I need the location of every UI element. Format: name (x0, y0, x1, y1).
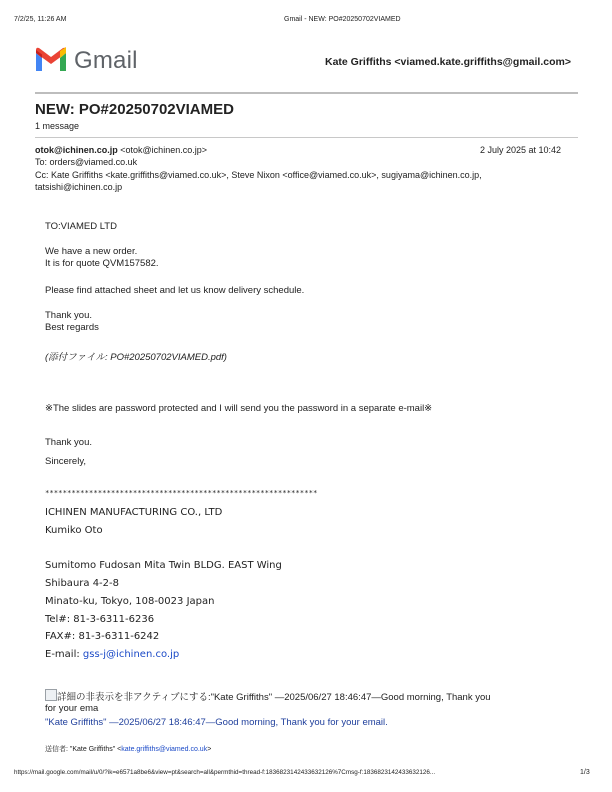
sig-name: Kumiko Oto (45, 525, 103, 536)
account-name: Kate Griffiths <viamed.kate.griffiths@gmail.com> (325, 56, 571, 68)
sig-company: ICHINEN MANUFACTURING CO., LTD (45, 507, 223, 518)
quoted-sender-end: > (207, 746, 212, 753)
broken-image-icon[interactable] (45, 689, 57, 701)
attachment-note: (添付ファイル: PO#20250702VIAMED.pdf) (45, 352, 227, 363)
quoted-sender (45, 744, 211, 754)
body-line: Best regards (45, 322, 99, 333)
body-thanks: Thank you. (45, 437, 92, 448)
cc-line-cont: tatsishi@ichinen.co.jp (35, 182, 123, 192)
print-page-number: 1/3 (580, 769, 590, 776)
sig-email-link[interactable]: gss-j@ichinen.co.jp (82, 649, 180, 660)
sig-address: Shibaura 4-2-8 (45, 578, 119, 589)
sig-fax: FAX#: 81-3-6311-6242 (45, 631, 160, 642)
subject-divider (35, 137, 578, 138)
thread-subject: NEW: PO#20250702VIAMED (35, 101, 234, 118)
quoted-line: "Kate Griffiths" —2025/06/27 18:46:47—Good morning, Thank you for your email. (45, 717, 388, 728)
gmail-logo-text: Gmail (74, 47, 138, 74)
print-url: https://mail.google.com/mail/u/0/?ik=e6571a8be6&view=pt&search=all&permthid=thread-f:1836823142433632126%7Cmsg-f:1836823142433632126... (14, 769, 436, 776)
body-line: Please find attached sheet and let us know delivery schedule. (45, 285, 305, 296)
sig-tel: Tel#: 81-3-6311-6236 (45, 614, 155, 625)
body-to-company: TO:VIAMED LTD (45, 221, 117, 232)
password-notice: ※The slides are password protected and I will send you the password in a separate e-mail※ (45, 403, 433, 414)
sender-address: otok@ichinen.co.jp (35, 145, 118, 155)
sig-email (45, 649, 179, 660)
print-tab-title: Gmail - NEW: PO#20250702VIAMED (284, 16, 401, 23)
cc-line: Cc: Kate Griffiths <kate.griffiths@viamed.co.uk>, Steve Nixon <office@viamed.co.uk>, sugiyama@ichinen.co.jp, (35, 170, 482, 180)
hide-details-image-alt[interactable]: 詳細の非表示を非アクティブにする:"Kate Griffiths" —2025/06/27 18:46:47—Good morning, Thank you (57, 692, 491, 703)
gmail-logo-icon[interactable] (34, 47, 68, 73)
message-date: 2 July 2025 at 10:42 (480, 145, 562, 155)
body-line: We have a new order. (45, 246, 138, 257)
separator-line: ************************************************************** (45, 488, 318, 497)
sig-email-label: E-mail: (45, 649, 83, 660)
print-datetime: 7/2/25, 11:26 AM (14, 16, 67, 23)
sender (35, 145, 207, 155)
body-sincerely: Sincerely, (45, 456, 87, 467)
to-line: To: orders@viamed.co.uk (35, 157, 138, 167)
message-count: 1 message (35, 121, 80, 131)
quoted-sender-email[interactable]: kate.griffiths@viamed.co.uk (121, 746, 208, 753)
sig-address: Minato-ku, Tokyo, 108-0023 Japan (45, 596, 215, 607)
hide-details-image-alt-cont: for your ema (45, 703, 99, 714)
body-line: Thank you. (45, 310, 92, 321)
sender-address-detail: <otok@ichinen.co.jp> (117, 145, 207, 155)
header-divider (35, 92, 578, 94)
quoted-sender-label: 送信者: "Kate Griffiths" < (45, 746, 122, 753)
sig-address: Sumitomo Fudosan Mita Twin BLDG. EAST Wing (45, 560, 282, 571)
body-line: It is for quote QVM157582. (45, 258, 159, 269)
